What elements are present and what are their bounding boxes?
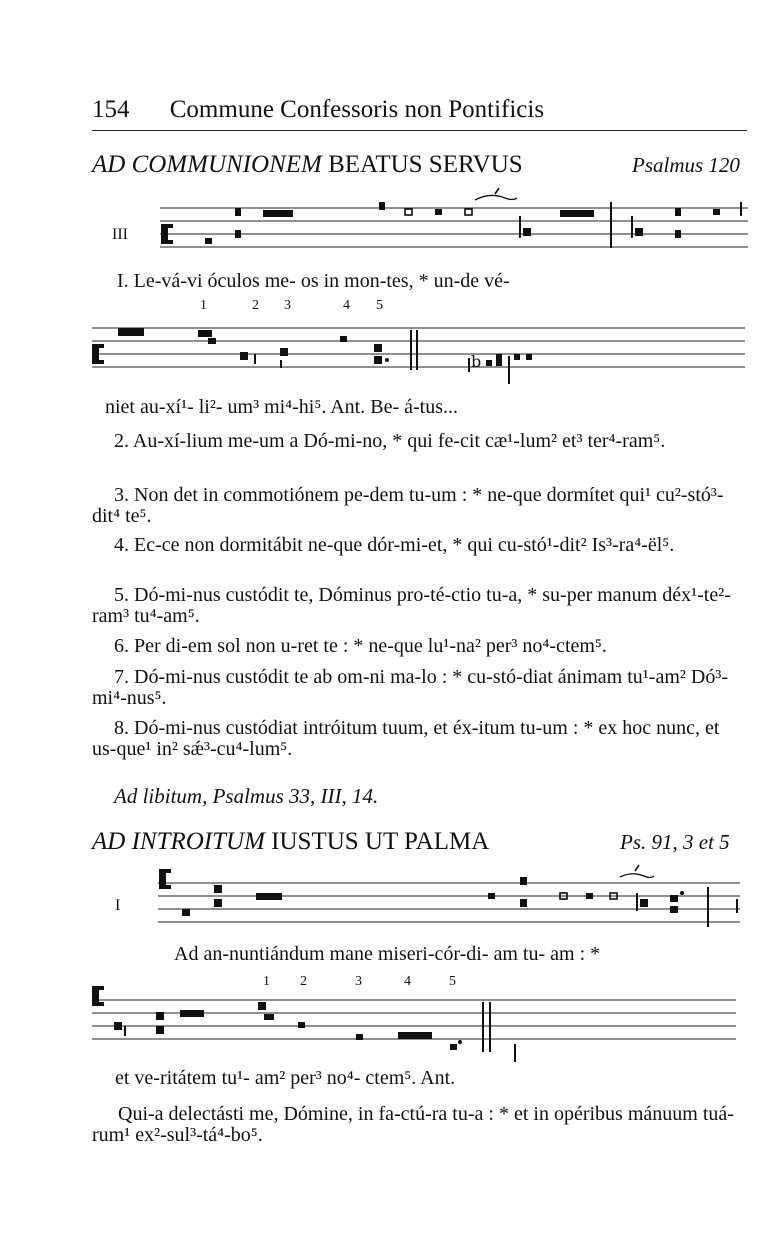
communion-psalm-ref: Psalmus 120 — [632, 153, 740, 177]
communion-verse-8: 8. Dó-mi-nus custódiat intróitum tuum, et éx-itum tu-um : * ex hoc nunc, et us-que¹ in² sǽ³-cu⁴-lum⁵. — [92, 717, 720, 760]
ad-libitum-note: Ad libitum, Psalmus 33, III, 14. — [114, 784, 379, 808]
communion-verse-1-end: niet au-xí¹- li²- um³ mi⁴-hi⁵. Ant. Be- á-tus... — [105, 396, 458, 418]
introit-mediant-numbers: 1 2 3 4 5 — [263, 974, 456, 989]
communion-verse-3: 3. Non det in commotiónem pe-dem tu-um : * ne-que dormítet qui¹ cu²-stó³-dit⁴ te⁵. — [92, 484, 724, 527]
introit-psalm-verse: Qui-a delectásti me, Dómine, in fa-ctú-ra tu-a : * et in opéribus mánuum tuá-rum¹ ex²-sul³-tá⁴-bo⁵. — [92, 1103, 734, 1146]
communion-verse-7: 7. Dó-mi-nus custódit te ab om-ni ma-lo : * cu-stó-diat ánimam tu¹-am² Dó³-mi⁴-nus⁵. — [92, 666, 728, 709]
svg-text:b: b — [471, 352, 482, 371]
introit-verse-end: et ve-ritátem tu¹- am² per³ no⁴- ctem⁵. Ant. — [115, 1067, 456, 1089]
communion-staff-1 — [155, 188, 750, 268]
page-header — [92, 96, 544, 124]
introit-mode: I — [115, 897, 121, 914]
running-title: Commune Confessoris non Pontificis — [169, 96, 545, 123]
communion-verse-1: I. Le-vá-vi óculos me- os in mon-tes, * un-de vé- — [117, 270, 510, 292]
introit-incipit: IUSTUS UT PALMA — [271, 828, 490, 855]
communion-verse-2: 2. Au-xí-lium me-um a Dó-mi-no, * qui fe-cit cæ¹-lum² et³ ter⁴-ram⁵. — [114, 430, 666, 452]
header-rule — [92, 130, 747, 131]
introit-antiphon-line: Ad an-nuntiándum mane miseri-cór-di- am tu- am : * — [174, 943, 601, 965]
communion-mode: III — [112, 226, 128, 243]
communion-verse-4: 4. Ec-ce non dormitábit ne-que dór-mi-et, * qui cu-stó¹-dit² Is³-ra⁴-ël⁵. — [114, 534, 675, 556]
introit-staff-2 — [88, 982, 748, 1062]
communion-incipit: BEATUS SERVUS — [328, 151, 523, 178]
introit-label: AD INTROITUM — [92, 828, 265, 855]
communion-verse-6: 6. Per di-em sol non u-ret te : * ne-que lu¹-na² per³ no⁴-ctem⁵. — [114, 635, 607, 657]
introit-staff-1 — [150, 855, 750, 935]
introit-psalm-ref: Ps. 91, 3 et 5 — [620, 830, 730, 854]
introit-title — [92, 828, 489, 856]
communion-mediant-numbers: 1 2 3 4 5 — [200, 298, 383, 313]
page-number: 154 — [92, 96, 130, 123]
communion-label: AD COMMUNIONEM — [92, 151, 322, 178]
communion-verse-5: 5. Dó-mi-nus custódit te, Dóminus pro-té-ctio tu-a, * su-per manum déx¹-te²-ram³ tu⁴-am⁵. — [92, 584, 731, 627]
communion-staff-2 — [90, 318, 750, 398]
communion-title — [92, 151, 523, 179]
